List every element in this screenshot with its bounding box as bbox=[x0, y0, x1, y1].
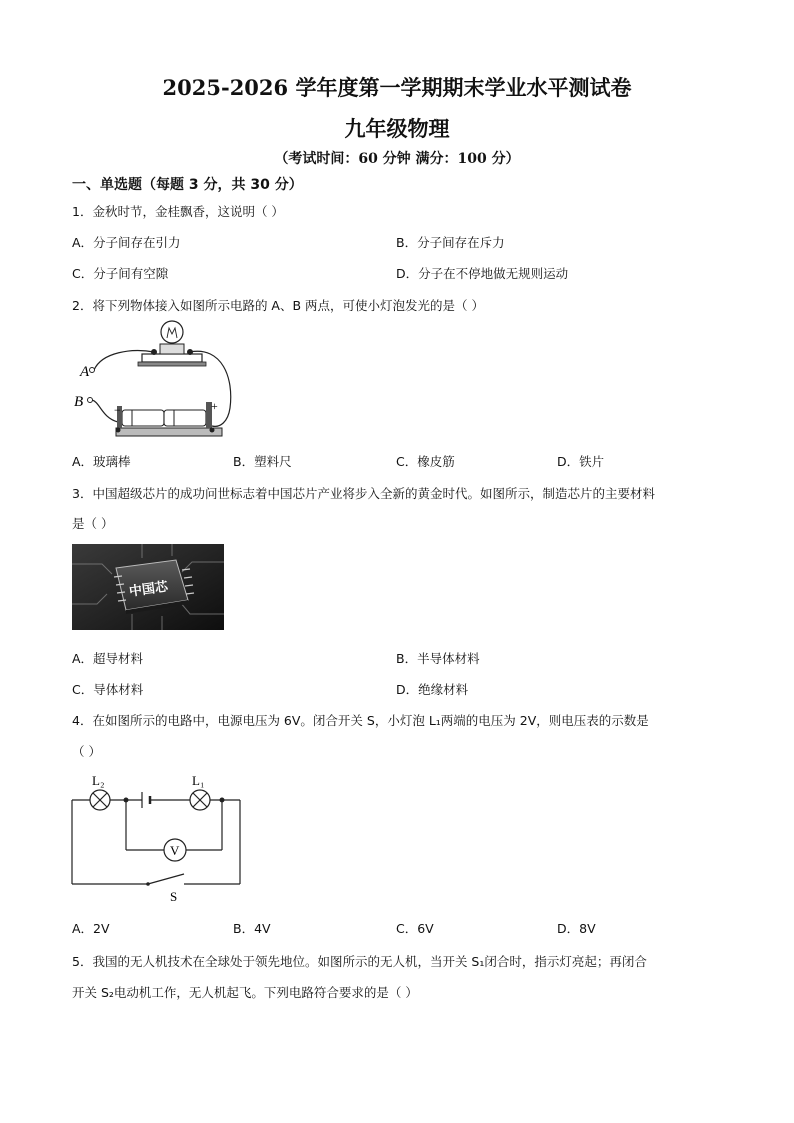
minus-label: − bbox=[114, 403, 121, 417]
subject-title: 九年级物理 bbox=[344, 116, 450, 141]
bulb-circuit-figure bbox=[72, 318, 242, 444]
chip-label: 中国芯 bbox=[128, 579, 169, 600]
question-3-stem-line2: 是（ ） bbox=[72, 516, 114, 531]
label-switch: S bbox=[170, 889, 178, 904]
question-4-stem-line2: （ ） bbox=[72, 744, 101, 759]
plus-label: + bbox=[211, 399, 218, 413]
question-1-stem: 1．金秋时节，金桂飘香，这说明（ ） bbox=[72, 204, 284, 219]
lamp-l1-icon bbox=[190, 790, 210, 810]
voltmeter-label: V bbox=[170, 843, 180, 858]
q3-option-d: D．绝缘材料 bbox=[396, 682, 469, 697]
q4-option-d: D．8V bbox=[557, 921, 596, 936]
bulb-icon bbox=[138, 321, 206, 366]
question-5-stem-line2: 开关 S₂电动机工作，无人机起飞。下列电路符合要求的是（ ） bbox=[72, 985, 418, 1000]
exam-info: （考试时间：60 分钟 满分：100 分） bbox=[274, 151, 520, 167]
q4-option-a: A．2V bbox=[72, 921, 110, 936]
q2-option-a: A．玻璃棒 bbox=[72, 454, 131, 469]
exam-title: 2025-2026 学年度第一学期期末学业水平测试卷 bbox=[162, 75, 632, 100]
q1-option-d: D．分子在不停地做无规则运动 bbox=[396, 266, 569, 281]
label-l1: L₁ bbox=[192, 773, 205, 788]
chip-image bbox=[72, 544, 224, 630]
question-3-stem-line1: 3．中国超级芯片的成功问世标志着中国芯片产业将步入全新的黄金时代。如图所示，制造芯片的主要材料 bbox=[72, 486, 655, 501]
q4-option-c: C．6V bbox=[396, 921, 434, 936]
label-a: A bbox=[80, 364, 90, 380]
q3-option-a: A．超导材料 bbox=[72, 651, 144, 666]
q2-option-b: B．塑料尺 bbox=[233, 454, 292, 469]
battery-icon bbox=[142, 792, 150, 808]
q1-option-a: A．分子间存在引力 bbox=[72, 235, 181, 250]
question-5-stem-line1: 5．我国的无人机技术在全球处于领先地位。如图所示的无人机，当开关 S₁闭合时，指示灯亮起；再闭合 bbox=[72, 954, 647, 969]
question-2-stem: 2．将下列物体接入如图所示电路的 A、B 两点，可使小灯泡发光的是（ ） bbox=[72, 298, 485, 313]
battery-icon bbox=[116, 402, 223, 436]
q3-option-b: B．半导体材料 bbox=[396, 651, 480, 666]
label-b: B bbox=[74, 394, 84, 410]
section-title: 一、单选题（每题 3 分，共 30 分） bbox=[72, 177, 303, 193]
label-l2: L₂ bbox=[92, 773, 105, 788]
q1-option-b: B．分子间存在斥力 bbox=[396, 235, 505, 250]
voltmeter-circuit-figure bbox=[66, 770, 246, 906]
q1-option-c: C．分子间有空隙 bbox=[72, 266, 169, 281]
q2-option-c: C．橡皮筋 bbox=[396, 454, 455, 469]
lamp-l2-icon bbox=[90, 790, 110, 810]
q4-option-b: B．4V bbox=[233, 921, 271, 936]
question-4-stem-line1: 4．在如图所示的电路中，电源电压为 6V。闭合开关 S，小灯泡 L₁两端的电压为 2V，则电压表的示数是 bbox=[72, 713, 649, 728]
q3-option-c: C．导体材料 bbox=[72, 682, 144, 697]
q2-option-d: D．铁片 bbox=[557, 454, 605, 469]
